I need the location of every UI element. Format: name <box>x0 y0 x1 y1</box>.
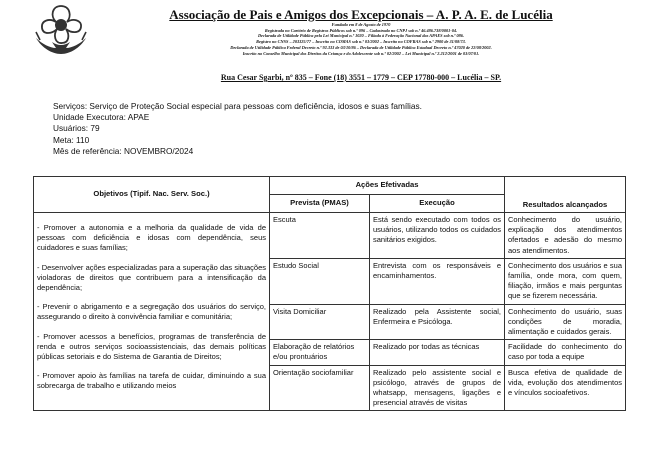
registration-line: Fundada em 8 de Agosto de 1970 <box>331 22 391 27</box>
registration-line: Declarada de Utilidade Pública Federal Decreto n.º 92.333 de 03/10/86 – Declarada de Utilidade Pública Estadual Decreto n.º 47020 de 22/08/2002. <box>230 44 492 50</box>
goal-line: Meta: 110 <box>53 134 90 145</box>
registration-lines <box>96 22 626 56</box>
execution-header: Execução <box>370 195 505 213</box>
execution-cell: Entrevista com os responsáveis e encaminhamentos. <box>370 258 505 304</box>
objective-item: - Prevenir o abrigamento e a segregação dos usuários do serviço, assegurando o direito à convivência familiar e comunitária; <box>37 302 266 322</box>
result-cell: Facilidade do conhecimento do caso por toda a equipe <box>505 340 626 365</box>
result-cell: Conhecimento dos usuários e sua família, onde mora, com quem, filiação, irmãos e mais perguntas que se fizerem necessária. <box>505 258 626 304</box>
planned-cell: Orientação sociofamiliar <box>270 365 370 411</box>
planned-cell: Elaboração de relatórios e/ou prontuários <box>270 340 370 365</box>
association-title: Associação de Pais e Amigos dos Excepcionais – A. P. A. E. de Lucélia <box>169 7 553 22</box>
objective-item: - Promover acessos a benefícios, programas de transferência de renda e outros serviços socioassistenciais, das demais políticas públicas setoriais e do Sistema de Garantia de Direitos; <box>37 331 266 362</box>
apae-logo <box>30 2 92 60</box>
address-line: Rua Cesar Sgarbi, nº 835 – Fone (18) 3551 – 1779 – CEP 17780-000 – Lucélia – SP. <box>220 73 502 82</box>
objective-item: - Promover apoio às famílias na tarefa de cuidar, diminuindo a sua sobrecarga de trabalho e utilizando meios <box>37 371 266 391</box>
registration-line: Registro no CNSS – 203325/77 – Inscrito no COMAS sob n.º 03/2002 – Inscrito no COFRAS sob n.º 2900 de 31/08/73. <box>256 39 466 45</box>
report-info <box>53 101 422 157</box>
objective-item: - Desenvolver ações especializadas para a superação das situações violadoras de direitos que contribuem para a intensificação da dependência; <box>37 262 266 293</box>
results-header: Resultados alcançados <box>505 177 626 213</box>
executing-unit-line: Unidade Executora: APAE <box>53 112 150 123</box>
result-cell: Conhecimento do usuário, explicação dos atendimentos ofertados e adesão do mesmo aos atendimentos. <box>505 213 626 259</box>
objectives-cell <box>34 213 270 411</box>
planned-header: Prevista (PMAS) <box>270 195 370 213</box>
execution-cell: Está sendo executado com todos os usuários, utilizando todos os cuidados sanitários exigidos. <box>370 213 505 259</box>
registration-line: Inscrito no Conselho Municipal dos Direitos da Criança e do Adolescente sob n.º 02/2002 – Lei Municipal n.º 2.212/2001 de 03/07/01. <box>242 50 480 56</box>
actions-header: Ações Efetivadas <box>270 177 505 195</box>
planned-cell: Escuta <box>270 213 370 259</box>
users-count-line: Usuários: 79 <box>53 123 100 134</box>
services-line: Serviços: Serviço de Proteção Social especial para pessoas com deficiência, idosos e suas famílias. <box>53 101 422 111</box>
reference-month-line: Mês de referência: NOVEMBRO/2024 <box>53 145 194 156</box>
registration-line: Registrada no Cartório de Registros Públicos sob n.º 096 – Cadastrada no CNPJ sob n.º 46.486.738/0001-04. <box>264 27 458 33</box>
actions-table <box>33 176 626 411</box>
registration-line: Declarada de Utilidade Pública pela Lei Municipal n.º 1020 – Filiada à Federação Nacional das APAES sob n.º 086. <box>257 33 465 39</box>
execution-cell: Realizado pela Assistente social, Enfermeira e Psicóloga. <box>370 304 505 340</box>
planned-cell: Estudo Social <box>270 258 370 304</box>
objectives-header: Objetivos (Tipif. Nac. Serv. Soc.) <box>34 177 270 213</box>
result-cell: Conhecimento do usuário, suas condições de moradia, alimentação e cuidados gerais. <box>505 304 626 340</box>
execution-cell: Realizado por todas as técnicas <box>370 340 505 365</box>
execution-cell: Realizado pelo assistente social e psicólogo, através de grupos de whatsapp, mensagens, ligações e presencial através de visitas <box>370 365 505 411</box>
objective-item: - Promover a autonomia e a melhoria da qualidade de vida de pessoas com deficiência e idosas com dependência, seus cuidadores e suas famílias; <box>37 223 266 253</box>
result-cell: Busca efetiva de qualidade de vida, evolução dos atendimentos e vínculos socioafetivos. <box>505 365 626 411</box>
planned-cell: Visita Domiciliar <box>270 304 370 340</box>
